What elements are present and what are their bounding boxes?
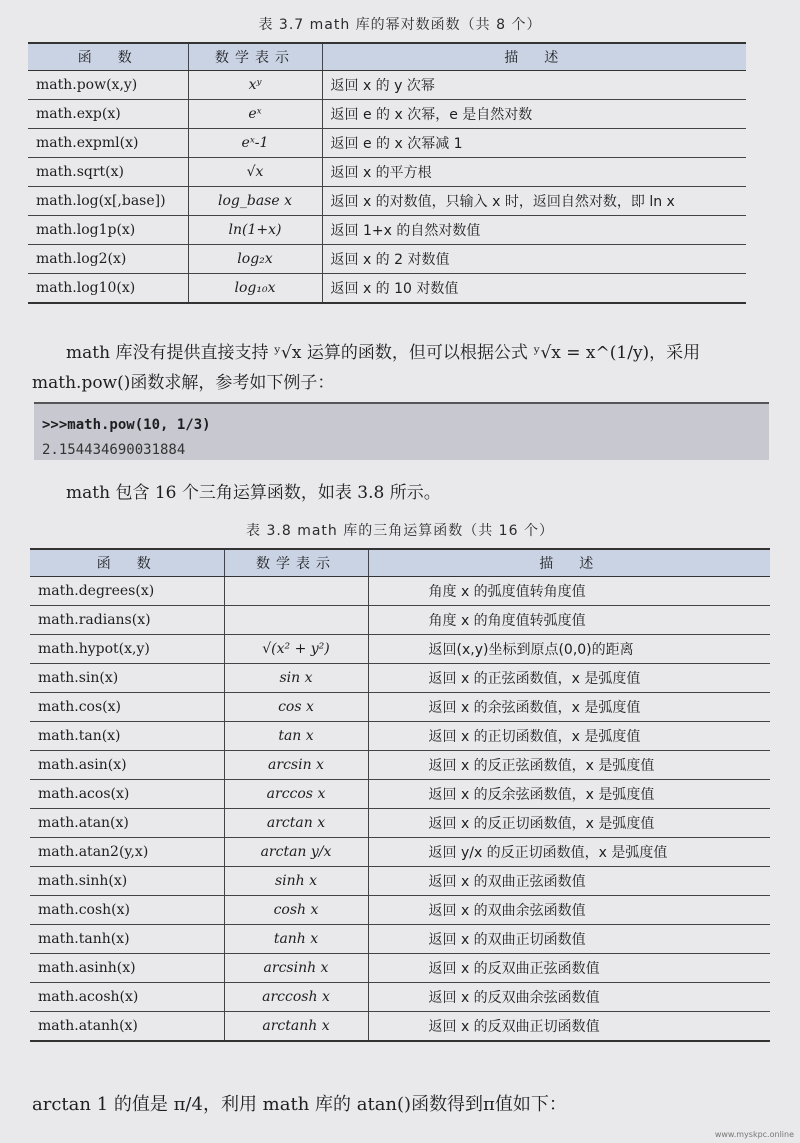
math-expression-cell: √x	[188, 158, 322, 187]
description-cell: 返回 x 的余弦函数值，x 是弧度值	[368, 693, 770, 722]
description-cell: 返回 x 的 y 次幂	[322, 71, 746, 100]
header-function: 函 数	[30, 549, 224, 577]
table-row	[28, 100, 746, 129]
function-cell: math.sin(x)	[30, 664, 224, 693]
function-cell: math.log1p(x)	[28, 216, 188, 245]
table-row	[30, 780, 770, 809]
function-cell: math.cos(x)	[30, 693, 224, 722]
math-expression-cell	[224, 577, 368, 606]
function-cell: math.cosh(x)	[30, 896, 224, 925]
table-row	[28, 158, 746, 187]
math-expression-cell: log₁₀x	[188, 274, 322, 304]
function-cell: math.pow(x,y)	[28, 71, 188, 100]
table-row	[28, 71, 746, 100]
watermark: www.myskpc.online	[714, 1130, 794, 1139]
table-row	[28, 216, 746, 245]
math-expression-cell: arcsin x	[224, 751, 368, 780]
function-cell: math.degrees(x)	[30, 577, 224, 606]
function-cell: math.hypot(x,y)	[30, 635, 224, 664]
header-description: 描 述	[322, 43, 746, 71]
table-row	[30, 809, 770, 838]
description-cell: 返回 x 的 10 对数值	[322, 274, 746, 304]
description-cell: 角度 x 的弧度值转角度值	[368, 577, 770, 606]
description-cell: 返回 x 的平方根	[322, 158, 746, 187]
function-cell: math.expml(x)	[28, 129, 188, 158]
math-expression-cell: arctanh x	[224, 1012, 368, 1042]
table-row	[30, 722, 770, 751]
math-expression-cell: cos x	[224, 693, 368, 722]
math-expression-cell: tanh x	[224, 925, 368, 954]
power-log-table	[28, 42, 746, 304]
table-row	[30, 838, 770, 867]
math-expression-cell: √(x² + y²)	[224, 635, 368, 664]
description-cell: 返回 x 的正弦函数值，x 是弧度值	[368, 664, 770, 693]
description-cell: 返回 e 的 x 次幂减 1	[322, 129, 746, 158]
function-cell: math.radians(x)	[30, 606, 224, 635]
function-cell: math.acosh(x)	[30, 983, 224, 1012]
description-cell: 返回 e 的 x 次幂，e 是自然对数	[322, 100, 746, 129]
function-cell: math.tan(x)	[30, 722, 224, 751]
table-row	[30, 577, 770, 606]
code-block	[34, 402, 769, 460]
table-row	[28, 274, 746, 304]
paragraph-line: math 库没有提供直接支持 ʸ√x 运算的函数，但可以根据公式 ʸ√x = x^(1/y)，采用	[66, 343, 701, 363]
description-cell: 角度 x 的角度值转弧度值	[368, 606, 770, 635]
function-cell: math.acos(x)	[30, 780, 224, 809]
function-cell: math.log2(x)	[28, 245, 188, 274]
code-input: >>>math.pow(10, 1/3)	[42, 417, 211, 433]
description-cell: 返回 x 的反双曲正切函数值	[368, 1012, 770, 1042]
table-row	[30, 954, 770, 983]
math-expression-cell: arctan y/x	[224, 838, 368, 867]
table-row	[28, 187, 746, 216]
function-cell: math.sinh(x)	[30, 867, 224, 896]
math-expression-cell: log_base x	[188, 187, 322, 216]
table-row	[30, 896, 770, 925]
paragraph-line: math.pow()函数求解，参考如下例子：	[32, 373, 335, 393]
math-expression-cell: arcsinh x	[224, 954, 368, 983]
description-cell: 返回 x 的反双曲正弦函数值	[368, 954, 770, 983]
trig-table	[30, 548, 770, 1042]
table-row	[30, 1012, 770, 1042]
header-function: 函 数	[28, 43, 188, 71]
description-cell: 返回 x 的双曲正弦函数值	[368, 867, 770, 896]
function-cell: math.atan2(y,x)	[30, 838, 224, 867]
function-cell: math.exp(x)	[28, 100, 188, 129]
table1-caption: 表 3.7 math 库的幂对数函数（共 8 个）	[258, 17, 542, 33]
function-cell: math.asinh(x)	[30, 954, 224, 983]
math-expression-cell: log₂x	[188, 245, 322, 274]
math-expression-cell: ln(1+x)	[188, 216, 322, 245]
header-math: 数学表示	[224, 549, 368, 577]
math-expression-cell: tan x	[224, 722, 368, 751]
math-expression-cell	[224, 606, 368, 635]
function-cell: math.asin(x)	[30, 751, 224, 780]
description-cell: 返回 x 的反余弦函数值，x 是弧度值	[368, 780, 770, 809]
table-row	[30, 664, 770, 693]
table2-caption: 表 3.8 math 库的三角运算函数（共 16 个）	[246, 523, 554, 539]
table-row	[30, 693, 770, 722]
function-cell: math.log(x[,base])	[28, 187, 188, 216]
table-header-row	[28, 43, 746, 71]
table-row	[30, 751, 770, 780]
math-expression-cell: arccosh x	[224, 983, 368, 1012]
description-cell: 返回 y/x 的反正切函数值，x 是弧度值	[368, 838, 770, 867]
math-expression-cell: sinh x	[224, 867, 368, 896]
table-header-row	[30, 549, 770, 577]
math-expression-cell: sin x	[224, 664, 368, 693]
table-row	[30, 606, 770, 635]
table-row	[30, 635, 770, 664]
description-cell: 返回 x 的正切函数值，x 是弧度值	[368, 722, 770, 751]
table-row	[28, 129, 746, 158]
function-cell: math.tanh(x)	[30, 925, 224, 954]
math-expression-cell: eˣ	[188, 100, 322, 129]
math-expression-cell: xʸ	[188, 71, 322, 100]
description-cell: 返回 x 的双曲正切函数值	[368, 925, 770, 954]
function-cell: math.atan(x)	[30, 809, 224, 838]
code-output: 2.154434690031884	[42, 442, 186, 458]
description-cell: 返回 x 的反正弦函数值，x 是弧度值	[368, 751, 770, 780]
table-row	[28, 245, 746, 274]
header-description: 描 述	[368, 549, 770, 577]
description-cell: 返回 x 的对数值，只输入 x 时，返回自然对数，即 ln x	[322, 187, 746, 216]
paragraph-pow-intro	[32, 338, 768, 398]
function-cell: math.sqrt(x)	[28, 158, 188, 187]
math-expression-cell: cosh x	[224, 896, 368, 925]
description-cell: 返回 1+x 的自然对数值	[322, 216, 746, 245]
header-math: 数学表示	[188, 43, 322, 71]
table-row	[30, 983, 770, 1012]
description-cell: 返回 x 的反正切函数值，x 是弧度值	[368, 809, 770, 838]
table-row	[30, 925, 770, 954]
math-expression-cell: eˣ-1	[188, 129, 322, 158]
math-expression-cell: arccos x	[224, 780, 368, 809]
math-expression-cell: arctan x	[224, 809, 368, 838]
description-cell: 返回 x 的 2 对数值	[322, 245, 746, 274]
description-cell: 返回 x 的双曲余弦函数值	[368, 896, 770, 925]
table-row	[30, 867, 770, 896]
function-cell: math.atanh(x)	[30, 1012, 224, 1042]
description-cell: 返回 x 的反双曲余弦函数值	[368, 983, 770, 1012]
description-cell: 返回(x,y)坐标到原点(0,0)的距离	[368, 635, 770, 664]
paragraph-atan: arctan 1 的值是 π/4，利用 math 库的 atan()函数得到π值如下：	[32, 1094, 567, 1115]
function-cell: math.log10(x)	[28, 274, 188, 304]
paragraph-trig-intro: math 包含 16 个三角运算函数，如表 3.8 所示。	[66, 483, 441, 503]
